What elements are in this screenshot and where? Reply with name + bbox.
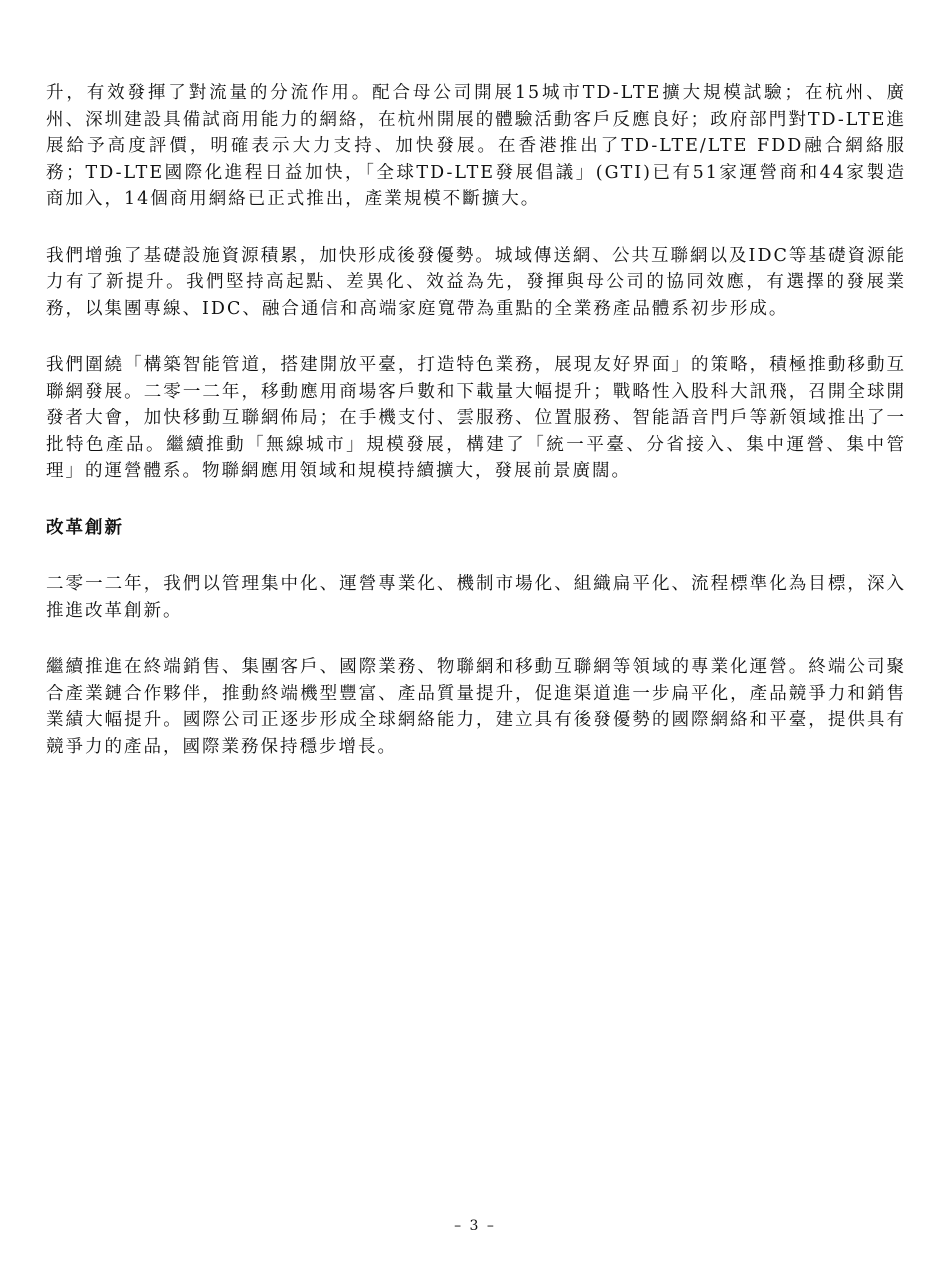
paragraph-infrastructure: 我們增強了基礎設施資源積累，加快形成後發優勢。城域傳送網、公共互聯網以及IDC等基礎資源能力有了新提升。我們堅持高起點、差異化、效益為先，發揮與母公司的協同效應，有選擇的發展業務，以集團專線、IDC、融合通信和高端家庭寬帶為重點的全業務產品體系初步形成。 bbox=[46, 245, 906, 319]
paragraph-specialized-operations: 繼續推進在終端銷售、集團客戶、國際業務、物聯網和移動互聯網等領域的專業化運營。終端公司聚合產業鏈合作夥伴，推動終端機型豐富、產品質量提升，促進渠道進一步扁平化，產品競爭力和銷售業績大幅提升。國際公司正逐步形成全球網絡能力，建立具有後發優勢的國際網絡和平臺，提供具有競爭力的產品，國際業務保持穩步增長。 bbox=[46, 657, 906, 757]
paragraph-reform-goals: 二零一二年，我們以管理集中化、運營專業化、機制市場化、組織扁平化、流程標準化為目標，深入推進改革創新。 bbox=[46, 574, 906, 621]
page-number: – 3 – bbox=[454, 1218, 496, 1234]
section-heading-reform: 改革創新 bbox=[46, 517, 124, 538]
document-body bbox=[46, 80, 906, 790]
paragraph-mobile-internet: 我們圍繞「構築智能管道，搭建開放平臺，打造特色業務，展現友好界面」的策略，積極推動移動互聯網發展。二零一二年，移動應用商場客戶數和下載量大幅提升；戰略性入股科大訊飛，召開全球開發者大會，加快移動互聯網佈局；在手機支付、雲服務、位置服務、智能語音門戶等新領域推出了一批特色產品。繼續推動「無線城市」規模發展，構建了「統一平臺、分省接入、集中運營、集中管理」的運營體系。物聯網應用領域和規模持續擴大，發展前景廣闊。 bbox=[46, 355, 906, 481]
paragraph-td-lte: 升，有效發揮了對流量的分流作用。配合母公司開展15城市TD-LTE擴大規模試驗；在杭州、廣州、深圳建設具備試商用能力的網絡，在杭州開展的體驗活動客戶反應良好；政府部門對TD-LTE進展給予高度評價，明確表示大力支持、加快發展。在香港推出了TD-LTE/LTE FDD融合網絡服務；TD-LTE國際化進程日益加快，「全球TD-LTE發展倡議」(GTI)已有51家運營商和44家製造商加入，14個商用網絡已正式推出，產業規模不斷擴大。 bbox=[46, 83, 906, 209]
